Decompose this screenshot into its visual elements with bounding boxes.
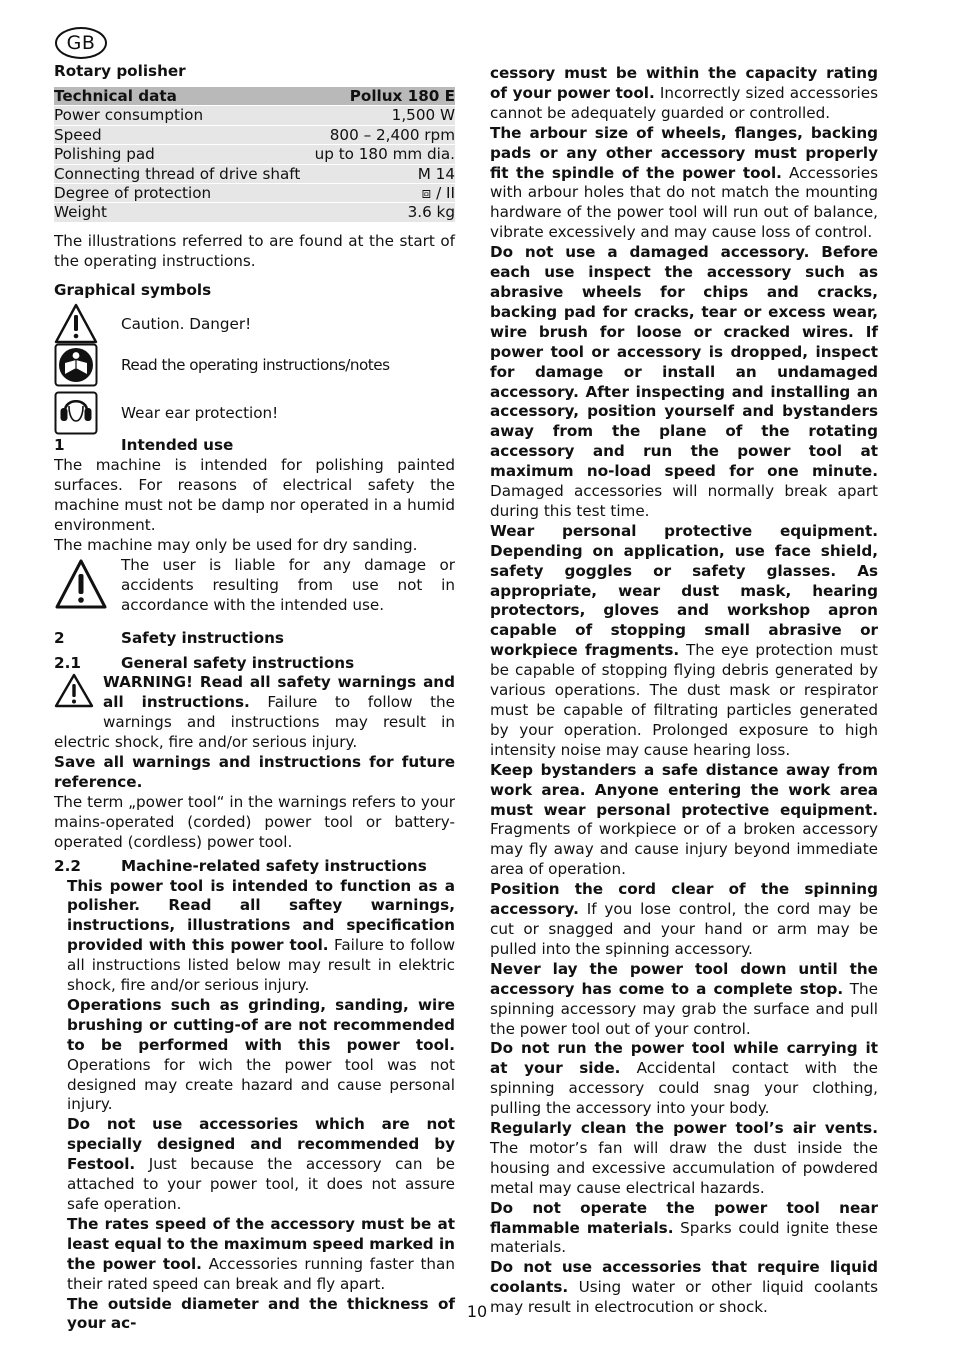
symbol-ear-protection [54,391,455,435]
symbol-label: Wear ear protection! [121,403,279,422]
table-cell-value: 3.6 kg [309,203,455,221]
table-cell-value: ⧈ / II [309,184,455,202]
table-row [54,126,455,144]
intended-use-warning [54,556,455,616]
symbol-label: Read the operating instructions/notes [121,355,390,374]
safety-item: The arbour size of wheels, flanges, backing pads or any other accessory must properly fit the spindle of the power tool. Accessories with arbour holes that do not match the mounting hardware of the power tool will run out of balance, vibrate excessively and may cause loss of control. [490,123,878,242]
safety-item: Do not use accessories that require liquid coolants. Using water or other liquid coolants may result in electrocution or shock. [490,1258,878,1317]
safety-item: cessory must be within the capacity rating of your power tool. Incorrectly sized accessories cannot be adequately guarded or controlled. [490,64,878,122]
table-row [54,106,455,124]
warning-bold: WARNING! Read all safety warnings and all instructions. [103,673,455,712]
warning-triangle-icon [54,673,94,709]
safety-item: Do not use a damaged accessory. Before each use inspect the accessory such as abrasive wheels for chips and cracks, backing pad for cracks, tear or excess wear, wire brush for loose or cracked wires. If power tool or accessory is dropped, inspect for damage or install an undamaged accessory. After inspecting and installing an accessory, position yourself and bystanders away from the plane of the rotating accessory and run the power tool at maximum no-load speed for one minute. Damaged accessories will normally break apart during this test time. [490,243,878,520]
symbol-label: Caution. Danger! [121,314,252,333]
read-manual-icon [54,343,98,387]
intended-use-dry-sanding: The machine may only be used for dry sanding. [54,536,418,554]
right-column [490,64,878,1318]
table-row [54,145,455,163]
section-heading-2-1: 2.1 General safety instructions [54,653,355,672]
intended-use-text: The machine is intended for polishing painted surfaces. For reasons of electrical safety the machine must not be damp nor operated in a humid environment. [54,456,455,535]
safety-item: Do not operate the power tool near flammable materials. Sparks could ignite these materials. [490,1198,878,1257]
table-cell-label: Weight [54,203,309,221]
safety-item: Position the cord clear of the spinning accessory. If you lose control, the cord may be cut or snagged and your hand or arm may be pulled into the spinning accessory. [490,880,878,958]
table-header-row [54,87,455,105]
save-instructions: Save all warnings and instructions for future reference. [54,753,455,791]
technical-data-table [54,86,455,223]
table-cell-label: Connecting thread of drive shaft [54,165,309,183]
safety-item: The rates speed of the accessory must be at least equal to the maximum speed marked in the power tool. Accessories running faster than their rated speed can break and fly apart. [67,1214,455,1293]
left-column [54,62,455,1334]
safety-item: The outside diameter and the thickness of your ac- [67,1294,455,1333]
safety-item: Operations such as grinding, sanding, wire brushing or cutting-of are not recommended to be performed with this power tool. Operations for wich the power tool was not designed may create hazard and cause personal injury. [67,995,455,1114]
safety-item: Never lay the power tool down until the accessory has come to a complete stop. The spinning accessory may grab the surface and pull the power tool out of your control. [490,959,878,1038]
table-cell-value: up to 180 mm dia. [309,145,455,163]
warning-triangle-icon [54,302,98,346]
warning-triangle-icon [54,558,108,612]
table-cell-value: M 14 [309,165,455,183]
warning-text: Failure to follow the warnings and instructions may result in electric shock, fire and/or serious injury. [54,693,455,752]
document-title: Rotary polisher [54,62,186,80]
table-cell-value: 800 – 2,400 rpm [309,126,455,144]
illustrations-note: The illustrations referred to are found at the start of the operating instructions. [54,231,455,270]
safety-item: This power tool is intended to function as a polisher. Read all saftey warnings, instructions, illustrations and specification provided with this power tool. Failure to follow all instructions listed below may result in elektric shock, fire and/or serious injury. [67,876,455,995]
safety-item: Do not run the power tool while carrying it at your side. Accidental contact with the spinning accessory could snag your clothing, pulling the accessory into your body. [490,1039,878,1118]
language-badge: GB [55,27,107,59]
section-heading-2: 2 Safety instructions [54,628,284,647]
graphical-symbols-heading: Graphical symbols [54,280,212,299]
table-cell-label: Polishing pad [54,145,309,163]
table-cell-label: Degree of protection [54,184,309,202]
table-header-model: Pollux 180 E [309,87,455,105]
liability-text: The user is liable for any damage or accidents resulting from use not in accordance with the intended use. [121,555,455,614]
power-tool-term: The term „power tool“ in the warnings refers to your mains-operated (corded) power tool or battery-operated (cordless) power tool. [54,792,455,851]
safety-item: Do not use accessories which are not specially designed and recommended by Festool. Just because the accessory can be attached to your power tool, it does not assure safe operation. [67,1115,455,1213]
general-warning-block [54,673,455,753]
section-heading-2-2: 2.2 Machine-related safety instructions [54,856,427,875]
table-row [54,165,455,183]
page-number: 10 [466,1302,488,1321]
symbol-caution [54,302,455,346]
table-cell-label: Speed [54,126,309,144]
section-heading-1: 1 Intended use [54,436,234,455]
symbol-read-manual [54,343,455,387]
table-cell-label: Power consumption [54,106,309,124]
safety-item: Keep bystanders a safe distance away from work area. Anyone entering the work area must wear personal protective equipment. Fragments of workpiece or of a broken accessory may fly away and cause injury beyond immediate area of operation. [490,760,878,879]
ear-protection-icon [54,391,98,435]
table-row [54,203,455,221]
safety-item: Regularly clean the power tool’s air vents. The motor’s fan will draw the dust inside the housing and excessive accumulation of powdered metal may cause electrical hazards. [490,1119,878,1197]
table-header-label: Technical data [54,87,309,105]
safety-item: Wear personal protective equipment. Depending on application, use face shield, safety goggles or safety glasses. As appropriate, wear dust mask, hearing protectors, gloves and workshop apron capable of stopping small abrasive or workpiece fragments. The eye protection must be capable of stopping flying debris generated by various operations. The dust mask or respirator must be capable of filtrating particles generated by your operation. Prolonged exposure to high intensity noise may cause hearing loss. [490,521,879,759]
table-cell-value: 1,500 W [309,106,455,124]
table-row [54,184,455,202]
